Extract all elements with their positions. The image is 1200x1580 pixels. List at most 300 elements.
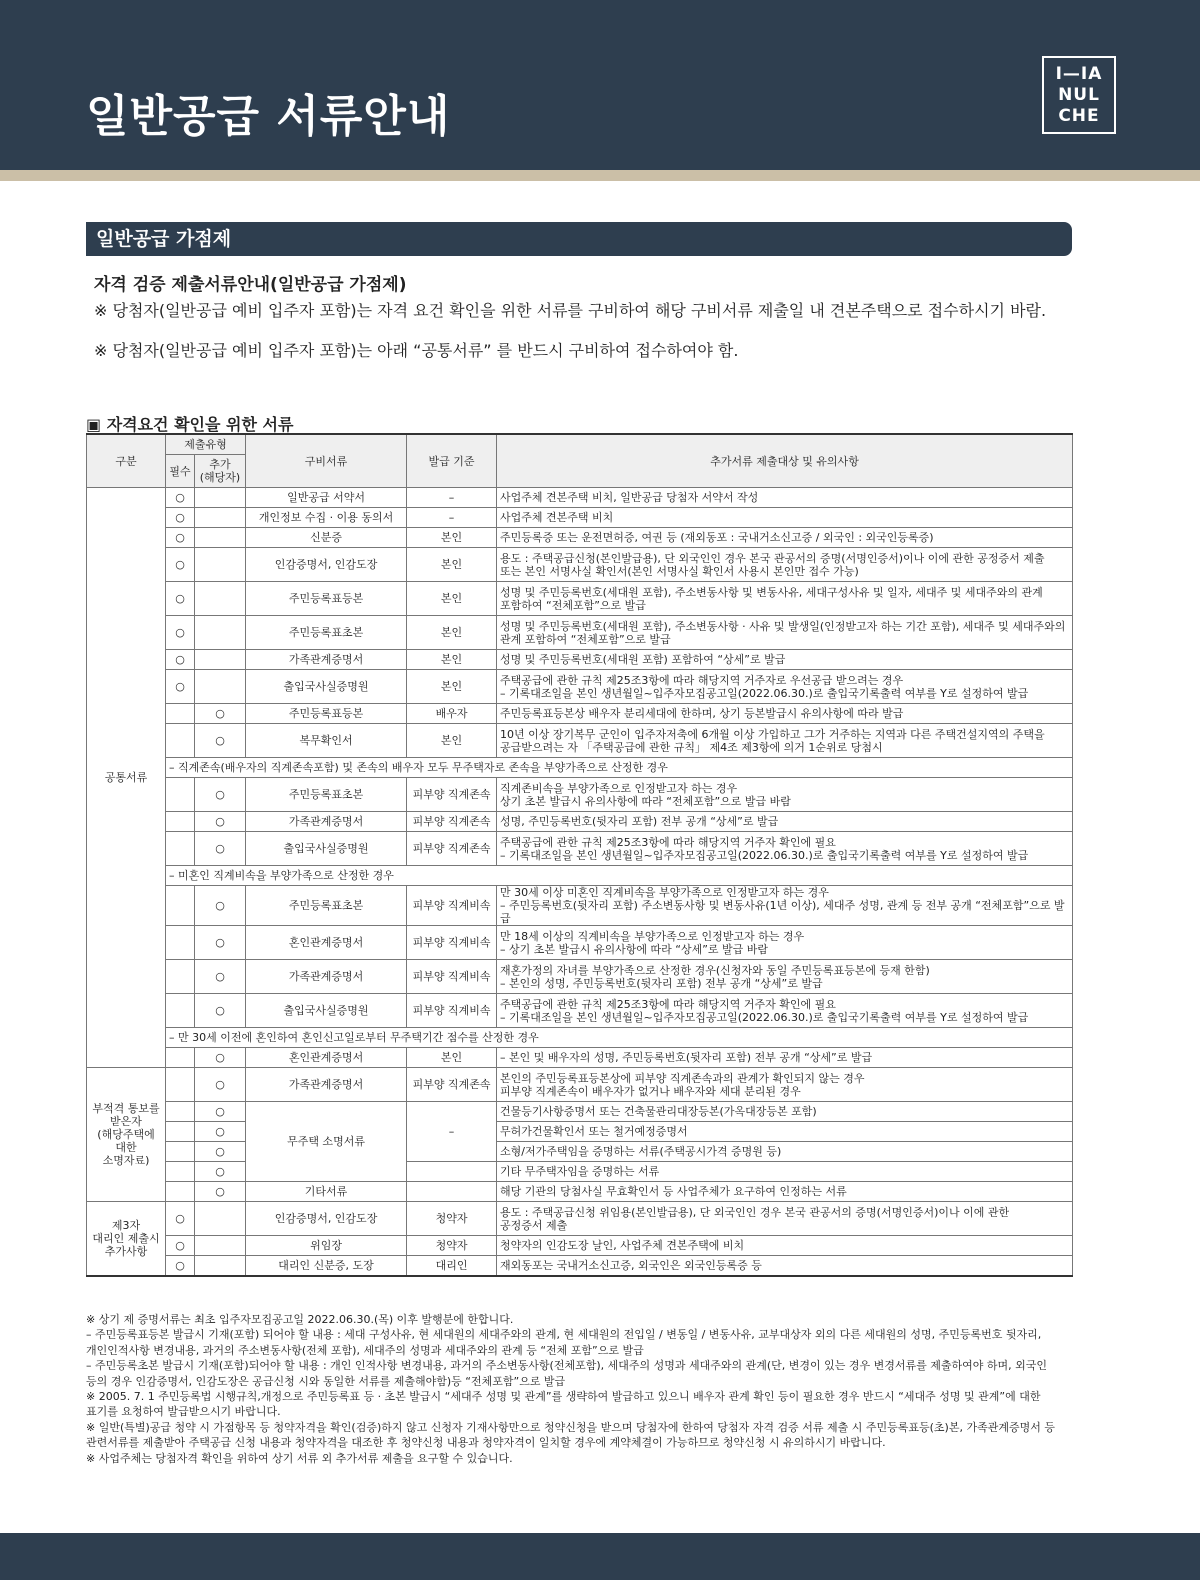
document-name — [246, 926, 407, 960]
remarks-text: 주택공급에 관한 규칙 제25조3항에 따라 해당지역 거주자로 우선공급 받으려는 경우 – 기록대조일을 본인 생년월일~입주자모집공고일(2022.06.30.)로 출입국기록출력 여부를 Y로 설정하여 발급 — [500, 673, 1029, 700]
issue-basis-text: 본인 — [440, 592, 463, 605]
brand-logo-text: I—IA NUL CHE — [1055, 64, 1103, 126]
additional-mark — [195, 994, 246, 1028]
additional-mark-text: ○ — [215, 1105, 225, 1118]
subgroup-header-text: – 만 30세 이전에 혼인하여 혼인신고일로부터 무주택기간 점수를 산정한 경우 — [169, 1031, 539, 1044]
document-name — [246, 994, 407, 1028]
additional-mark — [195, 1048, 246, 1068]
remarks — [497, 812, 1073, 832]
footnote-item: – 주민등록초본 발급시 기재(포함)되어야 할 내용 : 개인 인적사항 변경내용, 과거의 주소변동사항(전체포함), 세대주의 성명과 세대주와의 관계(단, 변경이 있는 경우 변경서류를 제출하여야 하며, 외국인 등의 경우 인감증명서, 인감도장은 공급신청 시와 동일한 서류를 제출해야함)등 “전체포함”으로 발급 — [86, 1359, 1048, 1388]
issue-basis — [407, 528, 497, 548]
additional-mark — [195, 1162, 246, 1182]
document-name — [246, 1236, 407, 1256]
issue-basis-text: 피부양 직계비속 — [412, 970, 491, 983]
subgroup-header — [166, 866, 1073, 886]
remarks-text: 사업주체 견본주택 비치, 일반공급 당첨자 서약서 작성 — [500, 491, 759, 504]
required-mark — [166, 778, 195, 812]
issue-basis — [407, 886, 497, 926]
table-row — [87, 778, 1073, 812]
required-mark-text: ○ — [175, 531, 185, 544]
table-row — [87, 1142, 1073, 1162]
issue-basis-text: 본인 — [440, 531, 463, 544]
additional-mark — [195, 812, 246, 832]
required-mark — [166, 1068, 195, 1102]
additional-mark-text: ○ — [215, 970, 225, 983]
header-required: 필수 — [166, 455, 195, 488]
document-name — [246, 1256, 407, 1277]
issue-basis — [407, 508, 497, 528]
additional-mark — [195, 704, 246, 724]
document-name-text: 혼인관계증명서 — [288, 936, 364, 949]
remarks-text: 재외동포는 국내거소신고증, 외국인은 외국인등록증 등 — [500, 1259, 762, 1272]
issue-basis — [407, 704, 497, 724]
additional-mark-text: ○ — [215, 899, 225, 912]
additional-mark — [195, 778, 246, 812]
document-name — [246, 528, 407, 548]
required-mark — [166, 1256, 195, 1277]
additional-mark — [195, 960, 246, 994]
additional-mark-text: ○ — [215, 936, 225, 949]
additional-mark-text: ○ — [215, 815, 225, 828]
document-name-text: 개인정보 수집 · 이용 동의서 — [258, 511, 394, 524]
remarks-text: 해당 기관의 당첨사실 무효확인서 등 사업주체가 요구하여 인정하는 서류 — [500, 1185, 847, 1198]
required-mark — [166, 1202, 195, 1236]
required-mark — [166, 926, 195, 960]
issue-basis — [407, 1162, 497, 1182]
remarks — [497, 960, 1073, 994]
header-document: 구비서류 — [246, 434, 407, 488]
additional-mark-text: ○ — [215, 734, 225, 747]
table-row — [87, 926, 1073, 960]
remarks-text: – 본인 및 배우자의 성명, 주민등록번호(뒷자리 포함) 전부 공개 “상세”로 발급 — [500, 1051, 873, 1064]
remarks — [497, 1102, 1073, 1122]
notice-line-2: ※ 당첨자(일반공급 예비 입주자 포함)는 아래 “공통서류” 를 반드시 구비하여 접수하여야 함. — [94, 341, 739, 360]
remarks-text: 10년 이상 장기복무 군인이 입주자저축에 6개월 이상 가입하고 그가 거주하는 지역과 다른 주택건설지역의 주택을 공급받으려는 자 「주택공급에 관한 규칙」 제4조 제3항에 의거 1순위로 당첨시 — [500, 727, 1045, 754]
remarks-text: 주민등록표등본상 배우자 분리세대에 한하며, 상기 등본발급시 유의사항에 따라 발급 — [500, 707, 904, 720]
document-name-text: 주민등록표등본 — [288, 707, 364, 720]
document-name-text: 기타서류 — [304, 1185, 348, 1198]
additional-mark — [195, 548, 246, 582]
required-mark-text: ○ — [175, 1259, 185, 1272]
required-mark — [166, 1122, 195, 1142]
document-name-text: 출입국사실증명원 — [283, 680, 369, 693]
table-row — [87, 1202, 1073, 1236]
issue-basis-text: – — [448, 491, 455, 504]
remarks-text: 성명 및 주민등록번호(세대원 포함) 포함하여 “상세”로 발급 — [500, 653, 786, 666]
document-name-text: 혼인관계증명서 — [288, 1051, 364, 1064]
required-mark — [166, 508, 195, 528]
remarks-text: 성명 및 주민등록번호(세대원 포함), 주소변동사항 및 변동사유, 세대구성사유 및 일자, 세대주 및 세대주와의 관계 포함하여 “전체포함”으로 발급 — [500, 585, 1043, 612]
additional-mark — [195, 832, 246, 866]
table-row — [87, 832, 1073, 866]
remarks-text: 직계존비속을 부양가족으로 인정받고자 하는 경우 상기 초본 발급시 유의사항에 따라 “전체포함”으로 발급 바람 — [500, 781, 791, 808]
issue-basis — [407, 1182, 497, 1202]
table-row — [87, 548, 1073, 582]
remarks — [497, 1182, 1073, 1202]
header-category: 구분 — [87, 434, 166, 488]
remarks-text: 건물등기사항증명서 또는 건축물관리대장등본(가옥대장등본 포함) — [500, 1105, 817, 1118]
document-name — [246, 1202, 407, 1236]
table-row — [87, 616, 1073, 650]
issue-basis-text: 청약자 — [435, 1239, 468, 1252]
issue-basis-text: 대리인 — [435, 1259, 468, 1272]
document-name-text: 가족관계증명서 — [288, 653, 364, 666]
additional-mark — [195, 1068, 246, 1102]
table-row — [87, 1256, 1073, 1277]
issue-basis-text: 피부양 직계존속 — [412, 788, 491, 801]
issue-basis-text: 피부양 직계비속 — [412, 1004, 491, 1017]
issue-basis — [407, 1202, 497, 1236]
document-name — [246, 1102, 407, 1182]
remarks — [497, 650, 1073, 670]
issue-basis-text: 피부양 직계존속 — [412, 815, 491, 828]
required-mark-text: ○ — [175, 592, 185, 605]
issue-basis-text: 피부양 직계비속 — [412, 899, 491, 912]
required-mark — [166, 488, 195, 508]
document-name — [246, 548, 407, 582]
document-name-text: 인감증명서, 인감도장 — [274, 558, 378, 571]
additional-mark-text: ○ — [215, 707, 225, 720]
required-mark — [166, 670, 195, 704]
issue-basis — [407, 926, 497, 960]
additional-mark — [195, 1182, 246, 1202]
document-name-text: 출입국사실증명원 — [283, 1004, 369, 1017]
subgroup-header-text: – 직계존속(배우자의 직계존속포함) 및 존속의 배우자 모두 무주택자로 존속을 부양가족으로 산정한 경우 — [169, 761, 668, 774]
document-name-text: 위임장 — [310, 1239, 342, 1252]
remarks — [497, 1256, 1073, 1277]
additional-mark-text: ○ — [215, 788, 225, 801]
issue-basis — [407, 724, 497, 758]
table-header — [87, 434, 1073, 488]
issue-basis-text: 피부양 직계비속 — [412, 936, 491, 949]
document-name — [246, 1182, 407, 1202]
issue-basis-text: 본인 — [440, 558, 463, 571]
group-proxy-text: 제3자 대리인 제출시 추가사항 — [92, 1219, 160, 1258]
required-mark-text: ○ — [175, 491, 185, 504]
group-proxy — [87, 1202, 166, 1277]
remarks-text: 주택공급에 관한 규칙 제25조3항에 따라 해당지역 거주자 확인에 필요 – 기록대조일을 본인 생년월일~입주자모집공고일(2022.06.30.)로 출입국기록출력 여부를 Y로 설정하여 발급 — [500, 835, 1029, 862]
document-table — [86, 433, 1073, 1277]
table-row — [87, 528, 1073, 548]
issue-basis — [407, 1256, 497, 1277]
remarks-text: 기타 무주택자임을 증명하는 서류 — [500, 1165, 660, 1178]
required-mark — [166, 616, 195, 650]
required-mark-text: ○ — [175, 653, 185, 666]
issue-basis-text: – — [448, 1125, 455, 1138]
required-mark-text: ○ — [175, 558, 185, 571]
document-name — [246, 812, 407, 832]
issue-basis-text: 피부양 직계존속 — [412, 1078, 491, 1091]
issue-basis-text: 본인 — [440, 1051, 463, 1064]
issue-basis-text: – — [448, 511, 455, 524]
issue-basis — [407, 1236, 497, 1256]
additional-mark-text: ○ — [215, 1078, 225, 1091]
issue-basis-text: 청약자 — [435, 1212, 468, 1225]
group-common — [87, 488, 166, 1068]
additional-mark-text: ○ — [215, 1125, 225, 1138]
required-mark-text: ○ — [175, 680, 185, 693]
document-name-text: 가족관계증명서 — [288, 970, 364, 983]
required-mark — [166, 548, 195, 582]
group-common-text: 공통서류 — [104, 771, 148, 784]
additional-mark — [195, 1236, 246, 1256]
remarks-text: 소형/저가주택임을 증명하는 서류(주택공시가격 증명원 등) — [500, 1145, 782, 1158]
required-mark — [166, 1162, 195, 1182]
page-title: 일반공급 서류안내 — [86, 91, 451, 142]
issue-basis — [407, 1068, 497, 1102]
document-name-text: 가족관계증명서 — [288, 815, 364, 828]
issue-basis — [407, 994, 497, 1028]
remarks-text: 재혼가정의 자녀를 부양가족으로 산정한 경우(신청자와 동일 주민등록표등본에 등재 한함) – 본인의 성명, 주민등록번호(뒷자리 포함) 전부 공개 “상세”로 발급 — [500, 963, 930, 990]
additional-mark-text: ○ — [215, 1051, 225, 1064]
required-mark — [166, 582, 195, 616]
document-name-text: 대리인 신분증, 도장 — [278, 1259, 374, 1272]
remarks — [497, 670, 1073, 704]
footnotes — [86, 1312, 1076, 1466]
table-row — [87, 994, 1073, 1028]
document-name — [246, 670, 407, 704]
table-row — [87, 1068, 1073, 1102]
additional-mark — [195, 508, 246, 528]
additional-mark — [195, 1202, 246, 1236]
additional-mark-text: ○ — [215, 1165, 225, 1178]
required-mark — [166, 1142, 195, 1162]
document-name — [246, 886, 407, 926]
remarks-text: 주택공급에 관한 규칙 제25조3항에 따라 해당지역 거주자 확인에 필요 – 기록대조일을 본인 생년월일~입주자모집공고일(2022.06.30.)로 출입국기록출력 여부를 Y로 설정하여 발급 — [500, 997, 1029, 1024]
required-mark — [166, 1102, 195, 1122]
remarks — [497, 548, 1073, 582]
remarks — [497, 832, 1073, 866]
footnote-item: ※ 상기 제 증명서류는 최초 입주자모집공고일 2022.06.30.(목) 이후 발행분에 한합니다. — [86, 1313, 514, 1326]
document-name-text: 일반공급 서약서 — [287, 491, 365, 504]
required-mark — [166, 650, 195, 670]
required-mark — [166, 994, 195, 1028]
remarks-text: 성명 및 주민등록번호(세대원 포함), 주소변동사항 · 사유 및 발생일(인정받고자 하는 기간 포함), 세대주 및 세대주와의 관계 포함하여 “전체포함”으로 발급 — [500, 619, 1066, 646]
remarks-text: 청약자의 인감도장 날인, 사업주체 견본주택에 비치 — [500, 1239, 745, 1252]
document-name-text: 주민등록표초본 — [288, 899, 364, 912]
table-row — [87, 1236, 1073, 1256]
table-row — [87, 704, 1073, 724]
required-mark — [166, 1182, 195, 1202]
additional-mark-text: ○ — [215, 1004, 225, 1017]
issue-basis-text: 본인 — [440, 626, 463, 639]
table-row — [87, 960, 1073, 994]
required-mark — [166, 528, 195, 548]
remarks — [497, 886, 1073, 926]
additional-mark-text: ○ — [215, 1185, 225, 1198]
remarks-text: 본인의 주민등록표등본상에 피부양 직계존속과의 관계가 확인되지 않는 경우 피부양 직계존속이 배우자가 없거나 배우자와 세대 분리된 경우 — [500, 1071, 865, 1098]
table-row — [87, 1182, 1073, 1202]
required-mark — [166, 960, 195, 994]
subgroup-header — [166, 758, 1073, 778]
table-row — [87, 724, 1073, 758]
group-ineligible-text: 부적격 통보를 받은자 (해당주택에 대한 소명자료) — [92, 1102, 160, 1167]
remarks — [497, 1142, 1073, 1162]
document-name — [246, 960, 407, 994]
additional-mark — [195, 1102, 246, 1122]
required-mark-text: ○ — [175, 626, 185, 639]
required-mark-text: ○ — [175, 1212, 185, 1225]
section-title-bar: 일반공급 가점제 — [86, 222, 1072, 256]
issue-basis-text: 배우자 — [435, 707, 468, 720]
document-name-text: 가족관계증명서 — [288, 1078, 364, 1091]
remarks-text: 성명, 주민등록번호(뒷자리 포함) 전부 공개 “상세”로 발급 — [500, 815, 779, 828]
remarks-text: 용도 : 주택공급신청 위임용(본인발급용), 단 외국인인 경우 본국 관공서의 증명(서명인증서)이나 이에 관한 공정증서 제출 — [500, 1205, 1010, 1232]
issue-basis — [407, 778, 497, 812]
additional-mark — [195, 650, 246, 670]
issue-basis — [407, 1102, 497, 1162]
subgroup-header-text: – 미혼인 직계비속을 부양가족으로 산정한 경우 — [169, 869, 394, 882]
remarks — [497, 926, 1073, 960]
table-row — [87, 866, 1073, 886]
required-mark — [166, 1048, 195, 1068]
document-name-text: 인감증명서, 인감도장 — [274, 1212, 378, 1225]
remarks — [497, 616, 1073, 650]
header-additional — [195, 455, 246, 488]
remarks-text: 무허가건물확인서 또는 철거예정증명서 — [500, 1125, 688, 1138]
remarks — [497, 724, 1073, 758]
table-row — [87, 886, 1073, 926]
document-name — [246, 650, 407, 670]
remarks — [497, 488, 1073, 508]
remarks — [497, 778, 1073, 812]
table-row — [87, 1162, 1073, 1182]
additional-mark — [195, 1122, 246, 1142]
page-footer-bar — [0, 1533, 1200, 1580]
issue-basis-text: 본인 — [440, 734, 463, 747]
issue-basis — [407, 548, 497, 582]
required-mark — [166, 886, 195, 926]
group-ineligible — [87, 1068, 166, 1202]
document-name-text: 주민등록표초본 — [288, 788, 364, 801]
issue-basis-text: 피부양 직계존속 — [412, 842, 491, 855]
header-basis: 발급 기준 — [407, 434, 497, 488]
remarks — [497, 1048, 1073, 1068]
remarks — [497, 994, 1073, 1028]
issue-basis-text: 본인 — [440, 680, 463, 693]
table-row — [87, 758, 1073, 778]
additional-mark — [195, 1142, 246, 1162]
remarks — [497, 1236, 1073, 1256]
required-mark — [166, 724, 195, 758]
document-name — [246, 616, 407, 650]
issue-basis — [407, 832, 497, 866]
table-row — [87, 1122, 1073, 1142]
document-name-text: 무주택 소명서류 — [287, 1135, 365, 1148]
table-row — [87, 812, 1073, 832]
issue-basis — [407, 488, 497, 508]
remarks — [497, 1162, 1073, 1182]
document-name — [246, 704, 407, 724]
document-name — [246, 1048, 407, 1068]
remarks — [497, 508, 1073, 528]
remarks — [497, 528, 1073, 548]
remarks — [497, 704, 1073, 724]
document-name-text: 주민등록표등본 — [288, 592, 364, 605]
table-row — [87, 670, 1073, 704]
additional-mark — [195, 670, 246, 704]
footnote-item: – 주민등록표등본 발급시 기재(포함) 되어야 할 내용 : 세대 구성사유, 현 세대원의 세대주와의 관계, 현 세대원의 전입일 / 변동일 / 변동사유, 교부대상자 외의 다른 세대원의 성명, 주민등록번호 뒷자리, 개인인적사항 변경내용, 과거의 주소변동사항(전체 포함), 세대주의 성명과 세대주와의 관계 등 “전체 포함”으로 발급 — [86, 1328, 1042, 1357]
table-row — [87, 1048, 1073, 1068]
required-mark — [166, 812, 195, 832]
issue-basis — [407, 582, 497, 616]
document-name — [246, 832, 407, 866]
document-name — [246, 1068, 407, 1102]
remarks-text: 용도 : 주택공급신청(본인발급용), 단 외국인인 경우 본국 관공서의 증명(서명인증서)이나 이에 관한 공정증서 제출 또는 본인 서명사실 확인서(본인 서명사실 확인서 사용시 본인만 접수 가능) — [500, 551, 1045, 578]
document-name — [246, 778, 407, 812]
table-title: ▣ 자격요건 확인을 위한 서류 — [86, 415, 294, 434]
table-row — [87, 582, 1073, 616]
additional-mark — [195, 886, 246, 926]
issue-basis-text: 본인 — [440, 653, 463, 666]
footnote-item: ※ 사업주체는 당첨자격 확인을 위하여 상기 서류 외 추가서류 제출을 요구할 수 있습니다. — [86, 1451, 513, 1465]
page-header — [0, 0, 1200, 170]
table-row — [87, 508, 1073, 528]
document-name — [246, 582, 407, 616]
issue-basis — [407, 616, 497, 650]
additional-mark-text: ○ — [215, 842, 225, 855]
required-mark — [166, 832, 195, 866]
remarks — [497, 1122, 1073, 1142]
additional-mark-text: ○ — [215, 1145, 225, 1158]
additional-mark — [195, 528, 246, 548]
required-mark — [166, 704, 195, 724]
additional-mark — [195, 488, 246, 508]
remarks — [497, 1068, 1073, 1102]
additional-mark — [195, 616, 246, 650]
subheading: 자격 검증 제출서류안내(일반공급 가점제) — [94, 275, 407, 295]
issue-basis — [407, 812, 497, 832]
document-name-text: 출입국사실증명원 — [283, 842, 369, 855]
issue-basis — [407, 960, 497, 994]
remarks — [497, 582, 1073, 616]
document-name — [246, 488, 407, 508]
notice-line-1: ※ 당첨자(일반공급 예비 입주자 포함)는 자격 요건 확인을 위한 서류를 구비하여 해당 구비서류 제출일 내 견본주택으로 접수하시기 바람. — [94, 301, 1047, 320]
remarks-text: 만 30세 이상 미혼인 직계비속을 부양가족으로 인정받고자 하는 경우 – 주민등록번호(뒷자리 포함) 주소변동사항 및 변동사유(1년 이상), 세대주 성명, 관계 등 전부 공개 “전체포함”으로 발급 — [500, 886, 1065, 925]
table-body — [87, 488, 1073, 1277]
footnote-item: ※ 일반(특별)공급 청약 시 가점항목 등 청약자격을 확인(검증)하지 않고 신청자 기재사항만으로 청약신청을 받으며 당첨자에 한하여 당첨자 자격 검증 서류 제출 시 주민등록표등(초)본, 가족관계증명서 등 관련서류를 제출받아 주택공급 신청 내용과 청약자격을 대조한 후 청약신청 내용과 청약자격이 일치할 경우에 계약체결이 가능하므로 청약신청 시 유의하시기 바랍니다. — [86, 1420, 1055, 1450]
remarks-text: 사업주체 견본주택 비치 — [500, 511, 614, 524]
issue-basis — [407, 670, 497, 704]
remarks-text: 주민등록증 또는 운전면허증, 여권 등 (재외동포 : 국내거소신고증 / 외국인 : 외국인등록증) — [500, 531, 934, 544]
table-row — [87, 1102, 1073, 1122]
required-mark-text: ○ — [175, 511, 185, 524]
document-name-text: 주민등록표초본 — [288, 626, 364, 639]
table-row — [87, 488, 1073, 508]
additional-mark — [195, 926, 246, 960]
subgroup-header — [166, 1028, 1073, 1048]
remarks — [497, 1202, 1073, 1236]
additional-mark — [195, 1256, 246, 1277]
header-additional-text: 추가 (해당자) — [199, 458, 241, 484]
document-name-text: 신분증 — [310, 531, 342, 544]
document-name — [246, 724, 407, 758]
issue-basis — [407, 650, 497, 670]
header-remarks: 추가서류 제출대상 및 유의사항 — [497, 434, 1073, 488]
table-row — [87, 1028, 1073, 1048]
brand-logo — [1042, 56, 1116, 134]
issue-basis — [407, 1048, 497, 1068]
remarks-text: 만 18세 이상의 직계비속을 부양가족으로 인정받고자 하는 경우 – 상기 초본 발급시 유의사항에 따라 “상세”로 발급 바람 — [500, 929, 805, 956]
header-submit-type: 제출유형 — [166, 434, 246, 455]
header-accent-stripe — [0, 170, 1200, 181]
table-row — [87, 650, 1073, 670]
additional-mark — [195, 724, 246, 758]
footnote-item: ※ 2005. 7. 1 주민등록법 시행규칙,개정으로 주민등록표 등 · 초본 발급시 “세대주 성명 및 관계”를 생략하여 발급하고 있으니 배우자 관계 확인 등이 필요한 경우 반드시 “세대주 성명 및 관계”에 대한 표기를 요청하여 발급받으시기 바랍니다. — [86, 1390, 1041, 1419]
additional-mark — [195, 582, 246, 616]
required-mark-text: ○ — [175, 1239, 185, 1252]
document-name — [246, 508, 407, 528]
